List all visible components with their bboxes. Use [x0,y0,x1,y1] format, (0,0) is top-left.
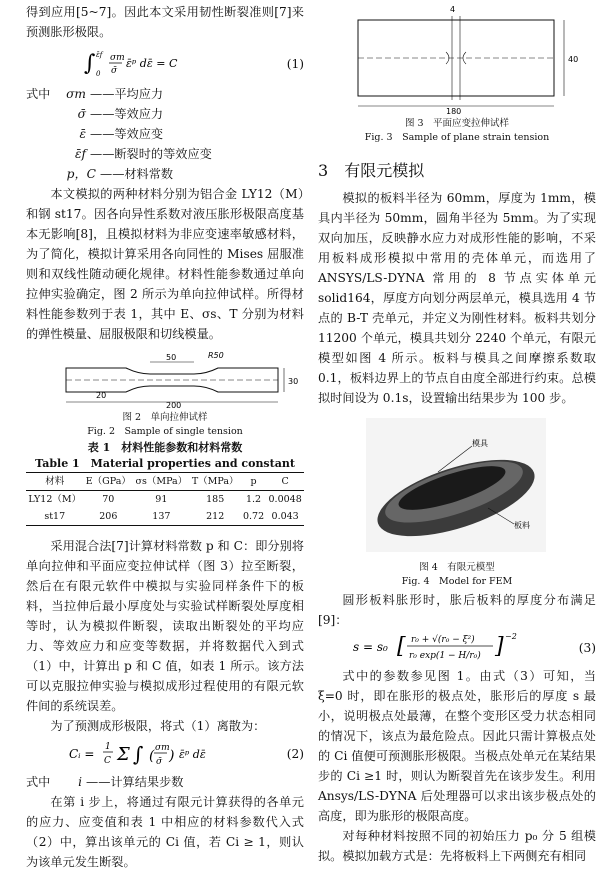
variable-symbol: σ̄ [77,107,86,121]
equation-3-lhs: s = s₀ [353,639,388,654]
figure-3-drawing [318,2,596,114]
step-paragraph: 在第 i 步上，将通过有限元计算获得的各单元的应力、应变值和表 1 中相应的材料参数代入式（2）中，算出该单元的 Ci 值，若 Ci ≥ 1，则认为该单元发生断裂。 [26,795,304,869]
svg-text:0: 0 [96,69,101,78]
svg-text:σm: σm [110,52,125,63]
section-number: 3 [318,161,329,180]
equation-2 [26,736,304,772]
svg-text:σm: σm [155,742,170,753]
equation-2-graphic [65,736,225,770]
figure-4-caption-cn: 图 4 有限元模型 [419,562,495,573]
variable-row [26,124,304,144]
equation-1-body [26,48,264,81]
svg-text:ε̄ᵖ dε̄: ε̄ᵖ dε̄ [179,747,206,761]
where2-label: 式中 [26,775,51,789]
variable-desc: ——等效应变 [90,127,164,141]
right-column [318,0,596,866]
variable-symbol: p，C [66,167,96,181]
svg-text:−2: −2 [505,631,517,641]
variable-row [26,164,304,184]
table-cell: 1.2 [245,494,262,505]
figure-3-caption-cn: 图 3 平面应变拉伸试样 [404,118,510,129]
where-label: 式中 [26,87,51,101]
variable-desc: ——材料常数 [100,167,174,181]
table-header-cell: p [250,476,257,487]
svg-text:Σ: Σ [117,743,130,765]
variable-symbol: ε̄ [79,127,86,141]
equation-1-graphic [80,48,210,78]
label-die: 模具 [472,439,488,448]
dim-side: 40 [568,55,579,64]
table-header-cell: E（GPa） [85,476,131,487]
table-row [26,508,304,526]
svg-text:∫: ∫ [133,741,144,766]
where2-desc: ——计算结果步数 [86,775,184,789]
table-cell: 137 [152,511,171,522]
equation-3 [318,630,596,666]
table-cell: 0.0048 [268,494,302,505]
figure-3-caption-en: Fig. 3 Sample of plane strain tension [364,132,550,143]
fem-paragraph: 模拟的板料半径为 60mm，厚度为 1mm，模具内半径为 50mm，圆角半径为 5mm。为了实现双向加压，反映静水应力对成形性能的影响，不采用板料成形模拟中常用的壳体单元，而选用了 ANSYS/LS-DYNA 常用的 8 节点实体单元 solid164，厚度方向划分两层单元，模具选用 4 节点的 B-T 壳单元，并定义为刚性材料。板料共划分 11200 个单元，模具共划分 2240 个单元，有限元模型如图 4 所示。板料与模具之间摩擦系数取 0.1，板料边界上的节点自由度全部进行约束。总模拟时间设为 0.1s，设置输出结果步为 100 步。 [318,191,596,405]
svg-text:[: [ [397,633,406,659]
table-header-row [26,473,304,491]
equation-3-number: (3) [578,641,596,655]
variable-symbol: σm [66,87,86,101]
equation-2-number: (2) [286,747,304,761]
dim-total: 200 [166,401,182,408]
variable-row [26,84,304,104]
dim-width: 30 [288,377,299,386]
predict-paragraph: 为了预测成形极限，将式（1）离散为： [50,719,266,733]
equation-1 [26,46,304,82]
where2-symbol: i [78,775,82,789]
figure-2-drawing [26,348,304,408]
figure-2 [26,348,304,437]
variable-desc: ——等效应力 [90,107,164,121]
svg-text:r₀ + √(r₀ − ξ²): r₀ + √(r₀ − ξ²) [411,634,475,645]
table-row [26,491,304,509]
variable-list [26,84,304,184]
svg-text:C: C [104,755,111,766]
table-header-cell: 材料 [45,476,65,487]
table-cell: LY12（M） [28,494,82,505]
table-header-cell: σs（MPa） [135,476,188,487]
dim-radius: R50 [208,351,224,360]
equation-3-graphic [337,629,537,665]
svg-text:Cᵢ =: Cᵢ = [69,746,95,761]
figure-4 [318,412,596,590]
svg-text:σ̄: σ̄ [156,756,163,767]
left-column [26,0,304,872]
figure-2-caption-en: Fig. 2 Sample of single tension [87,426,243,437]
svg-text:): ) [169,747,175,764]
equation-2-body [26,736,264,773]
params-paragraph: 式中的参数参见图 1。由式（3）可知，当 ξ=0 时，即在胀形的极点处，胀形后的厚度 s 最小，说明极点处最薄，在整个变形区受力状态相同的情况下，该点为最危险点。因此只需计算极点处的 Ci 值便可预测胀形极限。当极点处单元在某结果步的 Ci ≥1 时，则认为断裂首先在该步发生。利用 Ansys/LS-DYNA 后处理器可以求出该步极点处的高度，即为胀形的极限高度。 [318,669,596,823]
label-sheet: 板料 [514,521,530,530]
figure-2-caption-cn: 图 2 单向拉伸试样 [122,412,208,423]
dim-grip: 20 [96,391,107,400]
variable-symbol: ε̄f [74,147,86,161]
svg-text:ε̄ᵖ dε̄ = C: ε̄ᵖ dε̄ = C [126,56,178,70]
table-cell: 0.72 [242,511,265,522]
last-paragraph: 对每种材料按照不同的初始压力 p₀ 分 5 组模拟。模拟加载方式是：先将板料上下两侧充有相同 [318,829,596,863]
table-cell: 91 [155,494,168,505]
svg-text:r₀ exp(1 − H/r₀): r₀ exp(1 − H/r₀) [409,650,481,661]
table-cell: 212 [206,511,225,522]
figure-4-caption-en: Fig. 4 Model for FEM [401,576,513,587]
variable-row [26,144,304,164]
thickness-paragraph: 圆形板料胀形时，胀后板料的厚度分布满足[9]： [318,593,596,627]
variable-desc: ——断裂时的等效应变 [90,147,212,161]
variable-row [26,104,304,124]
svg-text:σ̄: σ̄ [111,65,118,76]
figure-3 [318,2,596,144]
svg-text:]: ] [495,633,504,659]
table-cell: 185 [206,494,225,505]
table-cell: st17 [44,511,66,522]
equation-3-body [318,629,556,668]
svg-text:(: ( [149,747,155,764]
table-1-title-cn: 表 1 材料性能参数和材料常数 [87,441,243,454]
svg-text:∫: ∫ [84,50,96,76]
table-cell: 0.043 [271,511,299,522]
svg-text:1: 1 [105,741,111,752]
dim-gauge: 50 [166,353,177,362]
material-paragraph: 本文模拟的两种材料分别为铝合金 LY12（M）和钢 st17。因各向异性系数对液压胀形极限高度基本无影响[8]，且模拟材料为非应变速率敏感材料，为了简化，模拟计算采用各向同性的 Mises 屈服准则和双线性随动硬化规律。材料性能参数通过单向拉伸实验确定，图 2 所示为单向拉伸试样。所得材料性能参数列于表 1，其中 E、σs、T 分别为材料的弹性模量、屈服极限和切线模量。 [26,187,304,341]
table-cell: 70 [102,494,115,505]
table-1-title-en: Table 1 Material properties and constant [35,457,295,470]
figure-4-drawing [318,412,596,558]
section-heading [318,158,596,184]
where2-row [26,772,304,792]
table-header-cell: C [281,476,289,487]
section-title: 有限元模拟 [344,161,425,180]
mixed-method-paragraph: 采用混合法[7]计算材料常数 p 和 C：即分别将单向拉伸和平面应变拉伸试样（图 3）拉至断裂，然后在有限元软件中模拟与实验同样条件下的板料，当拉伸后最小厚度处与实验试样断裂处厚度相等时，认为模拟件断裂，读取出断裂处的平均应力、等效应力和应变等数据，并将数据代入到式（1）中，计算出 p 和 C 值，如表 1 所示。该方法可以克服拉伸实验与模拟成形过程使用的有限元软件间的系统误差。 [26,539,304,713]
table-header-cell: T（MPa） [191,476,239,487]
svg-text:ε̄f: ε̄f [96,50,103,59]
equation-1-number: (1) [286,57,304,71]
variable-desc: ——平均应力 [90,87,164,101]
table-cell: 206 [99,511,118,522]
table-1 [26,472,304,526]
dim-top: 4 [450,5,456,14]
dim-total-3: 180 [446,107,462,114]
intro-paragraph: 得到应用[5~7]。因此本文采用韧性断裂准则[7]来预测胀形极限。 [26,5,304,39]
